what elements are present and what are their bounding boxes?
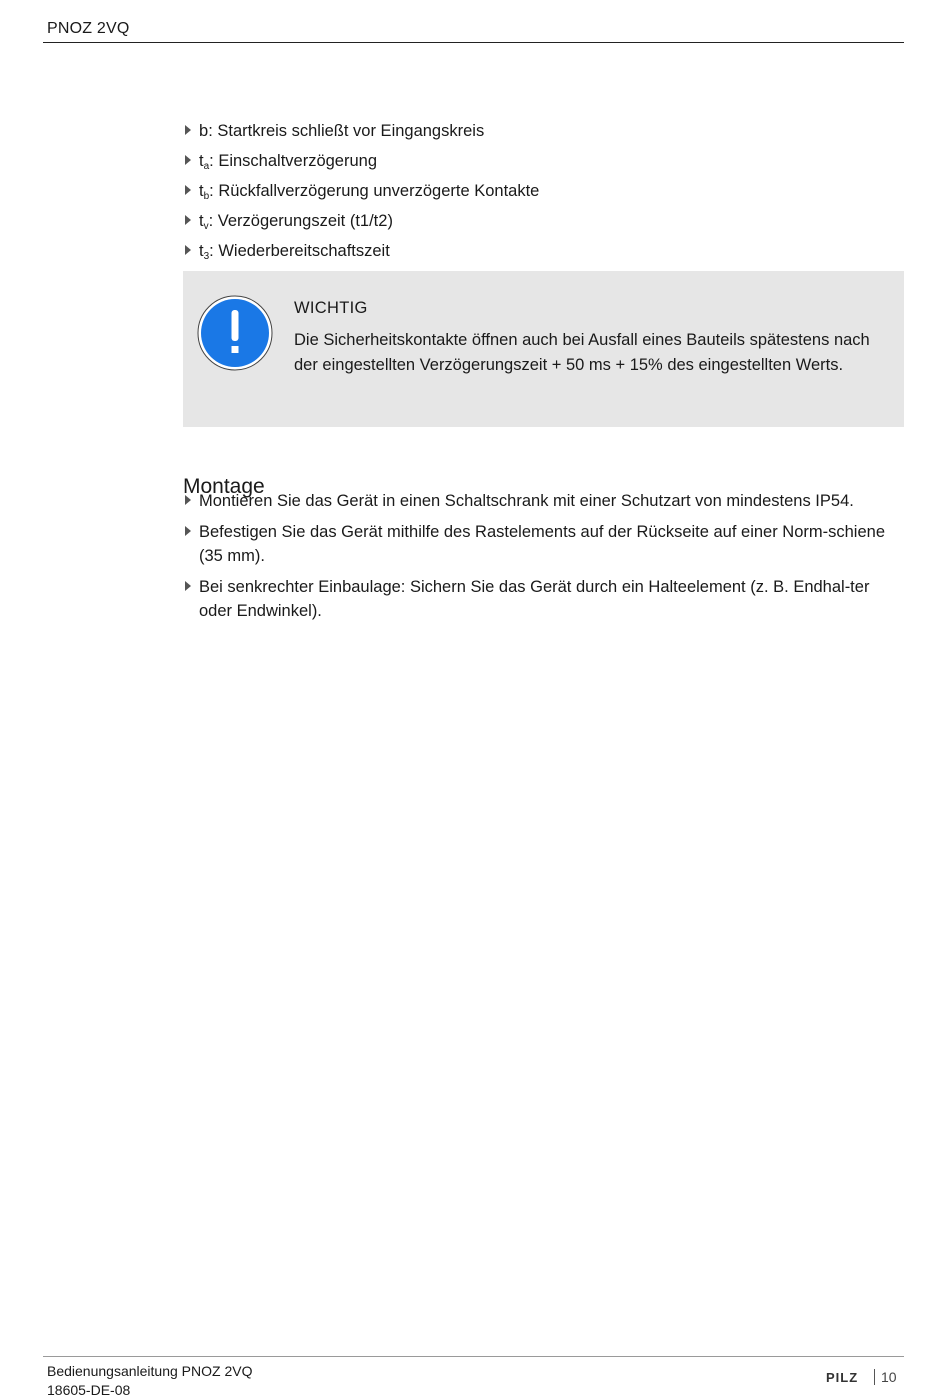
- bullet-arrow-icon: [185, 215, 191, 225]
- timing-prefix: t: [199, 152, 204, 170]
- timing-text: : Einschaltverzögerung: [209, 152, 378, 170]
- list-item: [183, 149, 903, 179]
- list-item: [183, 179, 903, 209]
- list-item: [183, 239, 903, 269]
- pilz-logo: [826, 1370, 866, 1384]
- timing-text: : Startkreis schließt vor Eingangskreis: [208, 122, 485, 140]
- page-header-title: PNOZ 2VQ: [47, 20, 130, 37]
- bullet-arrow-icon: [185, 526, 191, 536]
- exclamation-icon: [197, 295, 273, 371]
- bullet-arrow-icon: [185, 185, 191, 195]
- timing-prefix: t: [199, 182, 204, 200]
- list-item: [183, 119, 903, 149]
- timing-text: : Wiederbereitschaftszeit: [209, 242, 390, 260]
- footer-doc-title: Bedienungsanleitung PNOZ 2VQ: [47, 1363, 253, 1379]
- montage-item-text: Befestigen Sie das Gerät mithilfe des Rastelements auf der Rückseite auf einer Norm-schiene (35 mm).: [199, 522, 885, 565]
- svg-text:PILZ: PILZ: [826, 1370, 859, 1384]
- page-number: 10: [881, 1369, 897, 1385]
- montage-list: [183, 489, 903, 630]
- bullet-arrow-icon: [185, 125, 191, 135]
- important-notice-box: [183, 271, 904, 427]
- timing-subscript: 3: [203, 251, 210, 262]
- timing-subscript: b: [203, 191, 210, 202]
- list-item: [183, 575, 903, 624]
- timing-list: [183, 119, 903, 269]
- bullet-arrow-icon: [185, 581, 191, 591]
- header-divider: [43, 42, 904, 43]
- footer-divider: [43, 1356, 904, 1357]
- timing-prefix: t: [199, 242, 204, 260]
- section-title-montage: Montage: [183, 475, 265, 499]
- montage-item-text: Bei senkrechter Einbaulage: Sichern Sie das Gerät durch ein Halteelement (z. B. Endhal-ter oder Endwinkel).: [199, 577, 870, 620]
- timing-subscript: v: [203, 221, 209, 232]
- timing-prefix: b: [199, 122, 209, 140]
- timing-prefix: t: [199, 212, 204, 230]
- list-item: [183, 489, 903, 514]
- bullet-arrow-icon: [185, 155, 191, 165]
- list-item: [183, 520, 903, 569]
- montage-item-text: Montieren Sie das Gerät in einen Schaltschrank mit einer Schutzart von mindestens IP54.: [199, 492, 854, 510]
- timing-text: : Verzögerungszeit (t1/t2): [208, 212, 393, 230]
- timing-subscript: a: [203, 161, 210, 172]
- timing-text: : Rückfallverzögerung unverzögerte Kontakte: [209, 182, 540, 200]
- footer-doc-number: 18605-DE-08: [47, 1382, 131, 1398]
- notice-heading: WICHTIG: [294, 299, 368, 317]
- list-item: [183, 209, 903, 239]
- bullet-arrow-icon: [185, 245, 191, 255]
- notice-text: Die Sicherheitskontakte öffnen auch bei Ausfall eines Bauteils spätestens nach der eingestellten Verzögerungszeit + 50 ms + 15% des eingestellten Werts.: [294, 331, 870, 374]
- footer-separator: [874, 1369, 875, 1385]
- bullet-arrow-icon: [185, 495, 191, 505]
